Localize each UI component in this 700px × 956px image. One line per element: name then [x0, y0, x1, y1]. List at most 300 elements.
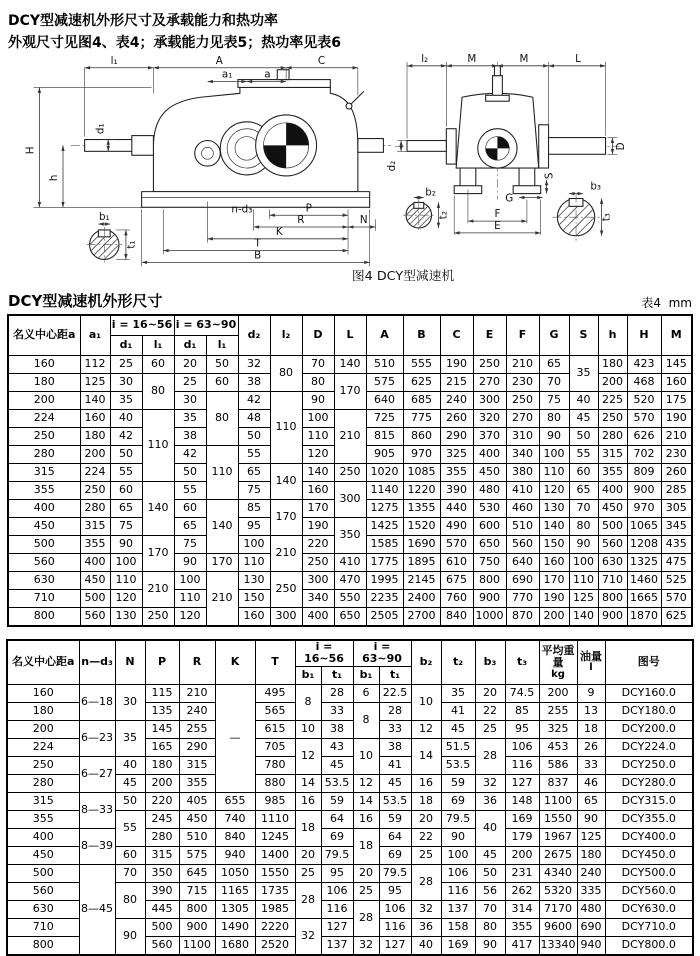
data-cell: 555	[403, 356, 440, 374]
data-cell: 250	[80, 482, 110, 500]
data-cell: 160	[302, 482, 334, 500]
data-cell: 2505	[366, 608, 403, 627]
data-cell: 260	[661, 464, 692, 482]
data-cell: 2145	[403, 572, 440, 590]
data-cell: 59	[441, 774, 475, 792]
data-cell: 240	[440, 392, 473, 410]
data-cell: 30	[110, 374, 142, 392]
data-cell: 160	[238, 608, 270, 627]
data-cell: 53.5	[379, 792, 411, 810]
data-cell: 1140	[366, 482, 403, 500]
data-cell: 28	[321, 684, 353, 702]
data-cell: 145	[661, 356, 692, 374]
data-cell: 140	[334, 356, 366, 374]
header-cell: i = 63~90	[353, 640, 411, 666]
data-cell: 510	[179, 828, 215, 846]
header-cell: t₃	[505, 640, 539, 684]
data-cell: 2700	[403, 608, 440, 627]
table-row	[8, 608, 692, 627]
data-cell: 240	[577, 864, 605, 882]
data-cell: 30	[174, 392, 206, 410]
header-cell: d₂	[238, 315, 270, 356]
data-cell: 255	[539, 702, 577, 720]
data-cell: 800	[598, 590, 627, 608]
data-cell: 85	[505, 702, 539, 720]
data-cell: 450	[179, 810, 215, 828]
dim-label-a1: a₁	[221, 68, 233, 81]
dim-label-A: A	[215, 54, 223, 67]
data-cell: 1020	[366, 464, 403, 482]
data-cell: 210	[206, 572, 238, 627]
dim-label-C: C	[317, 54, 326, 67]
dim-label-l1: l₁	[110, 54, 118, 67]
data-cell: 440	[440, 500, 473, 518]
data-cell: 200	[539, 608, 569, 627]
data-cell: 8—39	[79, 828, 115, 864]
header-cell: b₃	[475, 640, 505, 684]
dim-label-R: R	[297, 214, 305, 227]
header-cell: N	[115, 640, 145, 684]
data-cell: 355	[440, 464, 473, 482]
data-cell: 224	[8, 410, 80, 428]
data-cell: 355	[505, 918, 539, 936]
header-row	[7, 640, 693, 666]
data-cell: 1245	[255, 828, 295, 846]
data-cell: 1995	[366, 572, 403, 590]
data-cell: DCY400.0	[605, 828, 693, 846]
data-cell: 750	[473, 554, 506, 572]
data-cell: 80	[539, 410, 569, 428]
data-cell: 400	[302, 608, 334, 627]
data-cell: 160	[539, 554, 569, 572]
data-cell: 775	[403, 410, 440, 428]
data-cell: 315	[80, 518, 110, 536]
data-cell: 510	[366, 356, 403, 374]
data-cell: 25	[475, 720, 505, 738]
header-row	[8, 315, 692, 336]
data-cell: 1550	[539, 810, 577, 828]
data-cell: 8—45	[79, 864, 115, 955]
data-cell: 450	[473, 464, 506, 482]
data-cell: 28	[353, 900, 379, 936]
data-cell: 40	[110, 410, 142, 428]
data-cell: 14	[353, 792, 379, 810]
data-cell: 60	[142, 356, 174, 374]
table-row	[8, 356, 692, 374]
data-cell: 100	[441, 846, 475, 864]
data-cell: 710	[8, 590, 80, 608]
data-cell: 170	[302, 500, 334, 518]
data-cell: 840	[215, 828, 255, 846]
data-cell: 250	[7, 756, 79, 774]
data-cell: 140	[539, 518, 569, 536]
left-view-body	[71, 70, 391, 208]
data-cell: 250	[142, 608, 174, 627]
data-cell: 809	[627, 464, 661, 482]
header-cell: l₂	[270, 315, 302, 356]
dimensions-table-lower	[6, 639, 694, 956]
data-cell: 65	[569, 482, 598, 500]
data-cell: 550	[334, 590, 366, 608]
data-cell: 56	[475, 882, 505, 900]
data-cell: 60	[569, 464, 598, 482]
data-cell: 110	[569, 572, 598, 590]
data-cell: 610	[440, 554, 473, 572]
data-cell: 1100	[539, 792, 577, 810]
header-cell: L	[334, 315, 366, 356]
data-cell: 840	[440, 608, 473, 627]
data-cell: 740	[215, 810, 255, 828]
data-cell: 350	[145, 864, 179, 882]
data-cell: 280	[145, 828, 179, 846]
data-cell: 120	[302, 446, 334, 464]
data-cell: 800	[179, 900, 215, 918]
data-cell: 22	[475, 702, 505, 720]
data-cell: 8	[295, 684, 321, 720]
data-cell: 95	[505, 720, 539, 738]
data-cell: 75	[539, 392, 569, 410]
data-cell: 18	[577, 720, 605, 738]
data-cell: 1735	[255, 882, 295, 900]
data-cell: 140	[142, 482, 174, 536]
data-cell: 170	[142, 536, 174, 572]
data-cell: 640	[506, 554, 539, 572]
data-cell: 120	[110, 590, 142, 608]
dim-label-b2: b₂	[425, 186, 436, 199]
dim-label-H: H	[24, 146, 37, 155]
data-cell: 510	[506, 518, 539, 536]
data-cell: 8—33	[79, 792, 115, 828]
data-cell: 900	[179, 918, 215, 936]
table-row	[7, 792, 693, 810]
data-cell: 116	[505, 756, 539, 774]
data-cell: 135	[145, 702, 179, 720]
data-cell: 75	[174, 536, 206, 554]
data-cell: 148	[505, 792, 539, 810]
data-cell: 320	[473, 410, 506, 428]
data-cell: 690	[506, 572, 539, 590]
data-cell: DCY160.0	[605, 684, 693, 702]
data-cell: 10	[295, 720, 321, 738]
data-cell: 570	[661, 590, 692, 608]
data-cell: 80	[302, 374, 334, 392]
table-row	[8, 590, 692, 608]
data-cell: 18	[295, 810, 321, 846]
data-cell: 65	[577, 792, 605, 810]
data-cell: 495	[255, 684, 295, 702]
data-cell: 575	[179, 846, 215, 864]
data-cell: 460	[506, 500, 539, 518]
data-cell: 224	[7, 738, 79, 756]
header-cell: 油量 l	[577, 640, 605, 684]
data-cell: 1585	[366, 536, 403, 554]
data-cell: 970	[627, 500, 661, 518]
data-cell: 450	[598, 500, 627, 518]
data-cell: 69	[321, 828, 353, 846]
data-cell: 18	[411, 792, 441, 810]
data-cell: 468	[627, 374, 661, 392]
table-tag: 表4	[641, 296, 661, 310]
data-cell: 25	[174, 374, 206, 392]
data-cell: 70	[302, 356, 334, 374]
data-cell: 900	[473, 590, 506, 608]
header-cell: F	[506, 315, 539, 356]
data-cell: 60	[110, 482, 142, 500]
data-cell: 410	[506, 482, 539, 500]
data-cell: DCY800.0	[605, 936, 693, 955]
data-cell: 626	[627, 428, 661, 446]
data-cell: 28	[295, 882, 321, 918]
data-cell: 140	[302, 464, 334, 482]
page-subtitle: 外观尺寸见图4、表4；承载能力见表5；热功率见表6	[8, 35, 341, 51]
data-cell: 90	[302, 392, 334, 410]
data-cell: 80	[270, 356, 302, 392]
data-cell: 1208	[627, 536, 661, 554]
data-cell: 12	[353, 774, 379, 792]
data-cell: 325	[440, 446, 473, 464]
data-cell: 800	[8, 608, 80, 627]
data-cell: 630	[7, 900, 79, 918]
data-cell: 179	[505, 828, 539, 846]
data-cell: DCY450.0	[605, 846, 693, 864]
data-cell: 125	[569, 590, 598, 608]
data-cell: 315	[145, 846, 179, 864]
data-cell: 435	[661, 536, 692, 554]
data-cell: 1275	[366, 500, 403, 518]
data-cell: 100	[302, 410, 334, 428]
data-cell: 42	[238, 392, 270, 410]
data-cell: 370	[473, 428, 506, 446]
data-cell: 285	[661, 482, 692, 500]
data-cell: 560	[80, 608, 110, 627]
data-cell: 170	[206, 554, 238, 572]
data-cell: 500	[80, 590, 110, 608]
data-cell: 80	[475, 918, 505, 936]
data-cell: 116	[379, 918, 411, 936]
data-cell: 6—18	[79, 684, 115, 720]
data-cell: DCY250.0	[605, 756, 693, 774]
data-cell: 355	[80, 536, 110, 554]
data-cell: 95	[238, 518, 270, 536]
data-cell: 9	[577, 684, 605, 702]
table-row	[8, 572, 692, 590]
figure-drawing	[6, 52, 694, 288]
header-cell: T	[255, 640, 295, 684]
data-cell: 530	[473, 500, 506, 518]
dim-label-a: a	[264, 68, 271, 81]
data-cell: 2675	[539, 846, 577, 864]
data-cell: 69	[379, 846, 411, 864]
data-cell: 32	[353, 936, 379, 955]
header-cell: 名义中心距a	[8, 315, 80, 356]
data-cell: 69	[441, 792, 475, 810]
data-cell: 200	[7, 720, 79, 738]
header-cell: b₁	[295, 666, 321, 684]
data-cell: 905	[366, 446, 403, 464]
data-cell: 35	[441, 684, 475, 702]
data-cell: 1550	[255, 864, 295, 882]
data-cell: 1100	[179, 936, 215, 955]
header-cell: d₁	[110, 336, 142, 356]
dim-label-b1: b₁	[98, 211, 110, 224]
data-cell: 900	[598, 608, 627, 627]
data-cell: 38	[238, 374, 270, 392]
data-cell: 130	[110, 608, 142, 627]
table-row	[7, 864, 693, 882]
data-cell: 46	[577, 774, 605, 792]
data-cell: 500	[7, 864, 79, 882]
data-cell: 1895	[403, 554, 440, 572]
dim-label-d1: d₁	[94, 123, 107, 135]
data-cell: 480	[577, 900, 605, 918]
dim-label-t2: t₂	[437, 211, 450, 220]
data-cell: 110	[270, 392, 302, 464]
data-cell: 50	[174, 464, 206, 482]
data-cell: 130	[238, 572, 270, 590]
data-cell: 355	[179, 774, 215, 792]
data-cell: 35	[115, 720, 145, 756]
data-cell: 650	[334, 608, 366, 627]
data-cell: 470	[334, 572, 366, 590]
data-cell: 300	[334, 482, 366, 518]
right-view-body	[395, 62, 619, 200]
data-cell: 13340	[539, 936, 577, 955]
data-cell: 640	[366, 392, 403, 410]
data-cell: 25	[411, 846, 441, 864]
data-cell: 417	[505, 936, 539, 955]
data-cell: 20	[411, 810, 441, 828]
data-cell: 116	[441, 882, 475, 900]
data-cell: 33	[577, 756, 605, 774]
data-cell: 200	[80, 446, 110, 464]
data-cell: 355	[8, 482, 80, 500]
data-cell: 231	[505, 864, 539, 882]
data-cell: 705	[255, 738, 295, 756]
header-cell: D	[302, 315, 334, 356]
data-cell: 230	[506, 374, 539, 392]
data-cell: 655	[215, 792, 255, 810]
data-cell: 250	[334, 464, 366, 482]
header-cell: n—d₃	[79, 640, 115, 684]
data-cell: 940	[215, 846, 255, 864]
data-cell: 940	[577, 936, 605, 955]
data-cell: 475	[661, 554, 692, 572]
data-cell: 60	[115, 846, 145, 864]
data-cell: 600	[473, 518, 506, 536]
data-cell: 565	[255, 702, 295, 720]
data-cell: 10	[353, 738, 379, 774]
header-cell: 平均重量 kg	[539, 640, 577, 684]
data-cell: 180	[577, 846, 605, 864]
data-cell: 500	[598, 518, 627, 536]
data-cell: 28	[379, 702, 411, 720]
data-cell: 200	[505, 846, 539, 864]
data-cell: 95	[379, 882, 411, 900]
data-cell: 350	[334, 518, 366, 554]
data-cell: 115	[145, 684, 179, 702]
data-cell: 140	[206, 500, 238, 554]
data-cell: 51.5	[441, 738, 475, 756]
data-cell: 450	[80, 572, 110, 590]
data-cell: 64	[321, 810, 353, 828]
data-cell: 30	[115, 684, 145, 720]
data-cell: 710	[7, 918, 79, 936]
data-cell: 38	[321, 720, 353, 738]
data-cell: 127	[505, 774, 539, 792]
data-cell: 38	[174, 428, 206, 446]
dim-label-E: E	[494, 219, 501, 232]
table-row	[7, 756, 693, 774]
data-cell: 400	[80, 554, 110, 572]
data-cell: 725	[366, 410, 403, 428]
data-cell: 90	[569, 536, 598, 554]
data-cell: 200	[598, 374, 627, 392]
header-cell: G	[539, 315, 569, 356]
data-cell: 305	[661, 500, 692, 518]
dim-label-d2: d₂	[386, 160, 399, 172]
data-cell: 490	[440, 518, 473, 536]
data-cell: 160	[8, 356, 80, 374]
data-cell: 300	[270, 608, 302, 627]
data-cell: 250	[8, 428, 80, 446]
data-cell: 6—27	[79, 756, 115, 792]
data-cell: 2400	[403, 590, 440, 608]
data-cell: 20	[353, 864, 379, 882]
data-cell: 12	[295, 738, 321, 774]
dim-label-F: F	[494, 208, 501, 221]
data-cell: 400	[598, 482, 627, 500]
data-cell: 423	[627, 356, 661, 374]
data-cell: 125	[80, 374, 110, 392]
data-cell: 22	[411, 828, 441, 846]
data-cell: 400	[473, 446, 506, 464]
data-cell: 120	[539, 482, 569, 500]
data-cell: 100	[174, 572, 206, 590]
data-cell: 586	[539, 756, 577, 774]
data-cell: 190	[539, 590, 569, 608]
data-cell: 150	[539, 536, 569, 554]
data-cell: 79.5	[441, 810, 475, 828]
data-cell: 1985	[255, 900, 295, 918]
data-cell: 165	[145, 738, 179, 756]
data-cell: 6—23	[79, 720, 115, 756]
data-cell: 240	[179, 702, 215, 720]
data-cell: 270	[473, 374, 506, 392]
data-cell: 85	[238, 500, 270, 518]
data-cell: 1355	[403, 500, 440, 518]
data-cell: 140	[270, 464, 302, 500]
dim-label-M2: M	[519, 52, 529, 65]
data-cell: 55	[110, 464, 142, 482]
data-cell: 9600	[539, 918, 577, 936]
data-cell: 45	[441, 720, 475, 738]
data-cell: 560	[8, 554, 80, 572]
data-cell: 65	[110, 500, 142, 518]
data-cell: 16	[353, 810, 379, 828]
dim-label-N: N	[359, 214, 368, 227]
data-cell: 245	[145, 810, 179, 828]
data-cell: 112	[80, 356, 110, 374]
data-cell: 50	[110, 446, 142, 464]
data-cell: 40	[115, 756, 145, 774]
data-cell: 32	[238, 356, 270, 374]
data-cell: 59	[379, 810, 411, 828]
dim-label-B: B	[254, 249, 262, 262]
data-cell: DCY560.0	[605, 882, 693, 900]
data-cell: 106	[379, 900, 411, 918]
data-cell: 110	[238, 554, 270, 572]
data-cell: 310	[506, 428, 539, 446]
